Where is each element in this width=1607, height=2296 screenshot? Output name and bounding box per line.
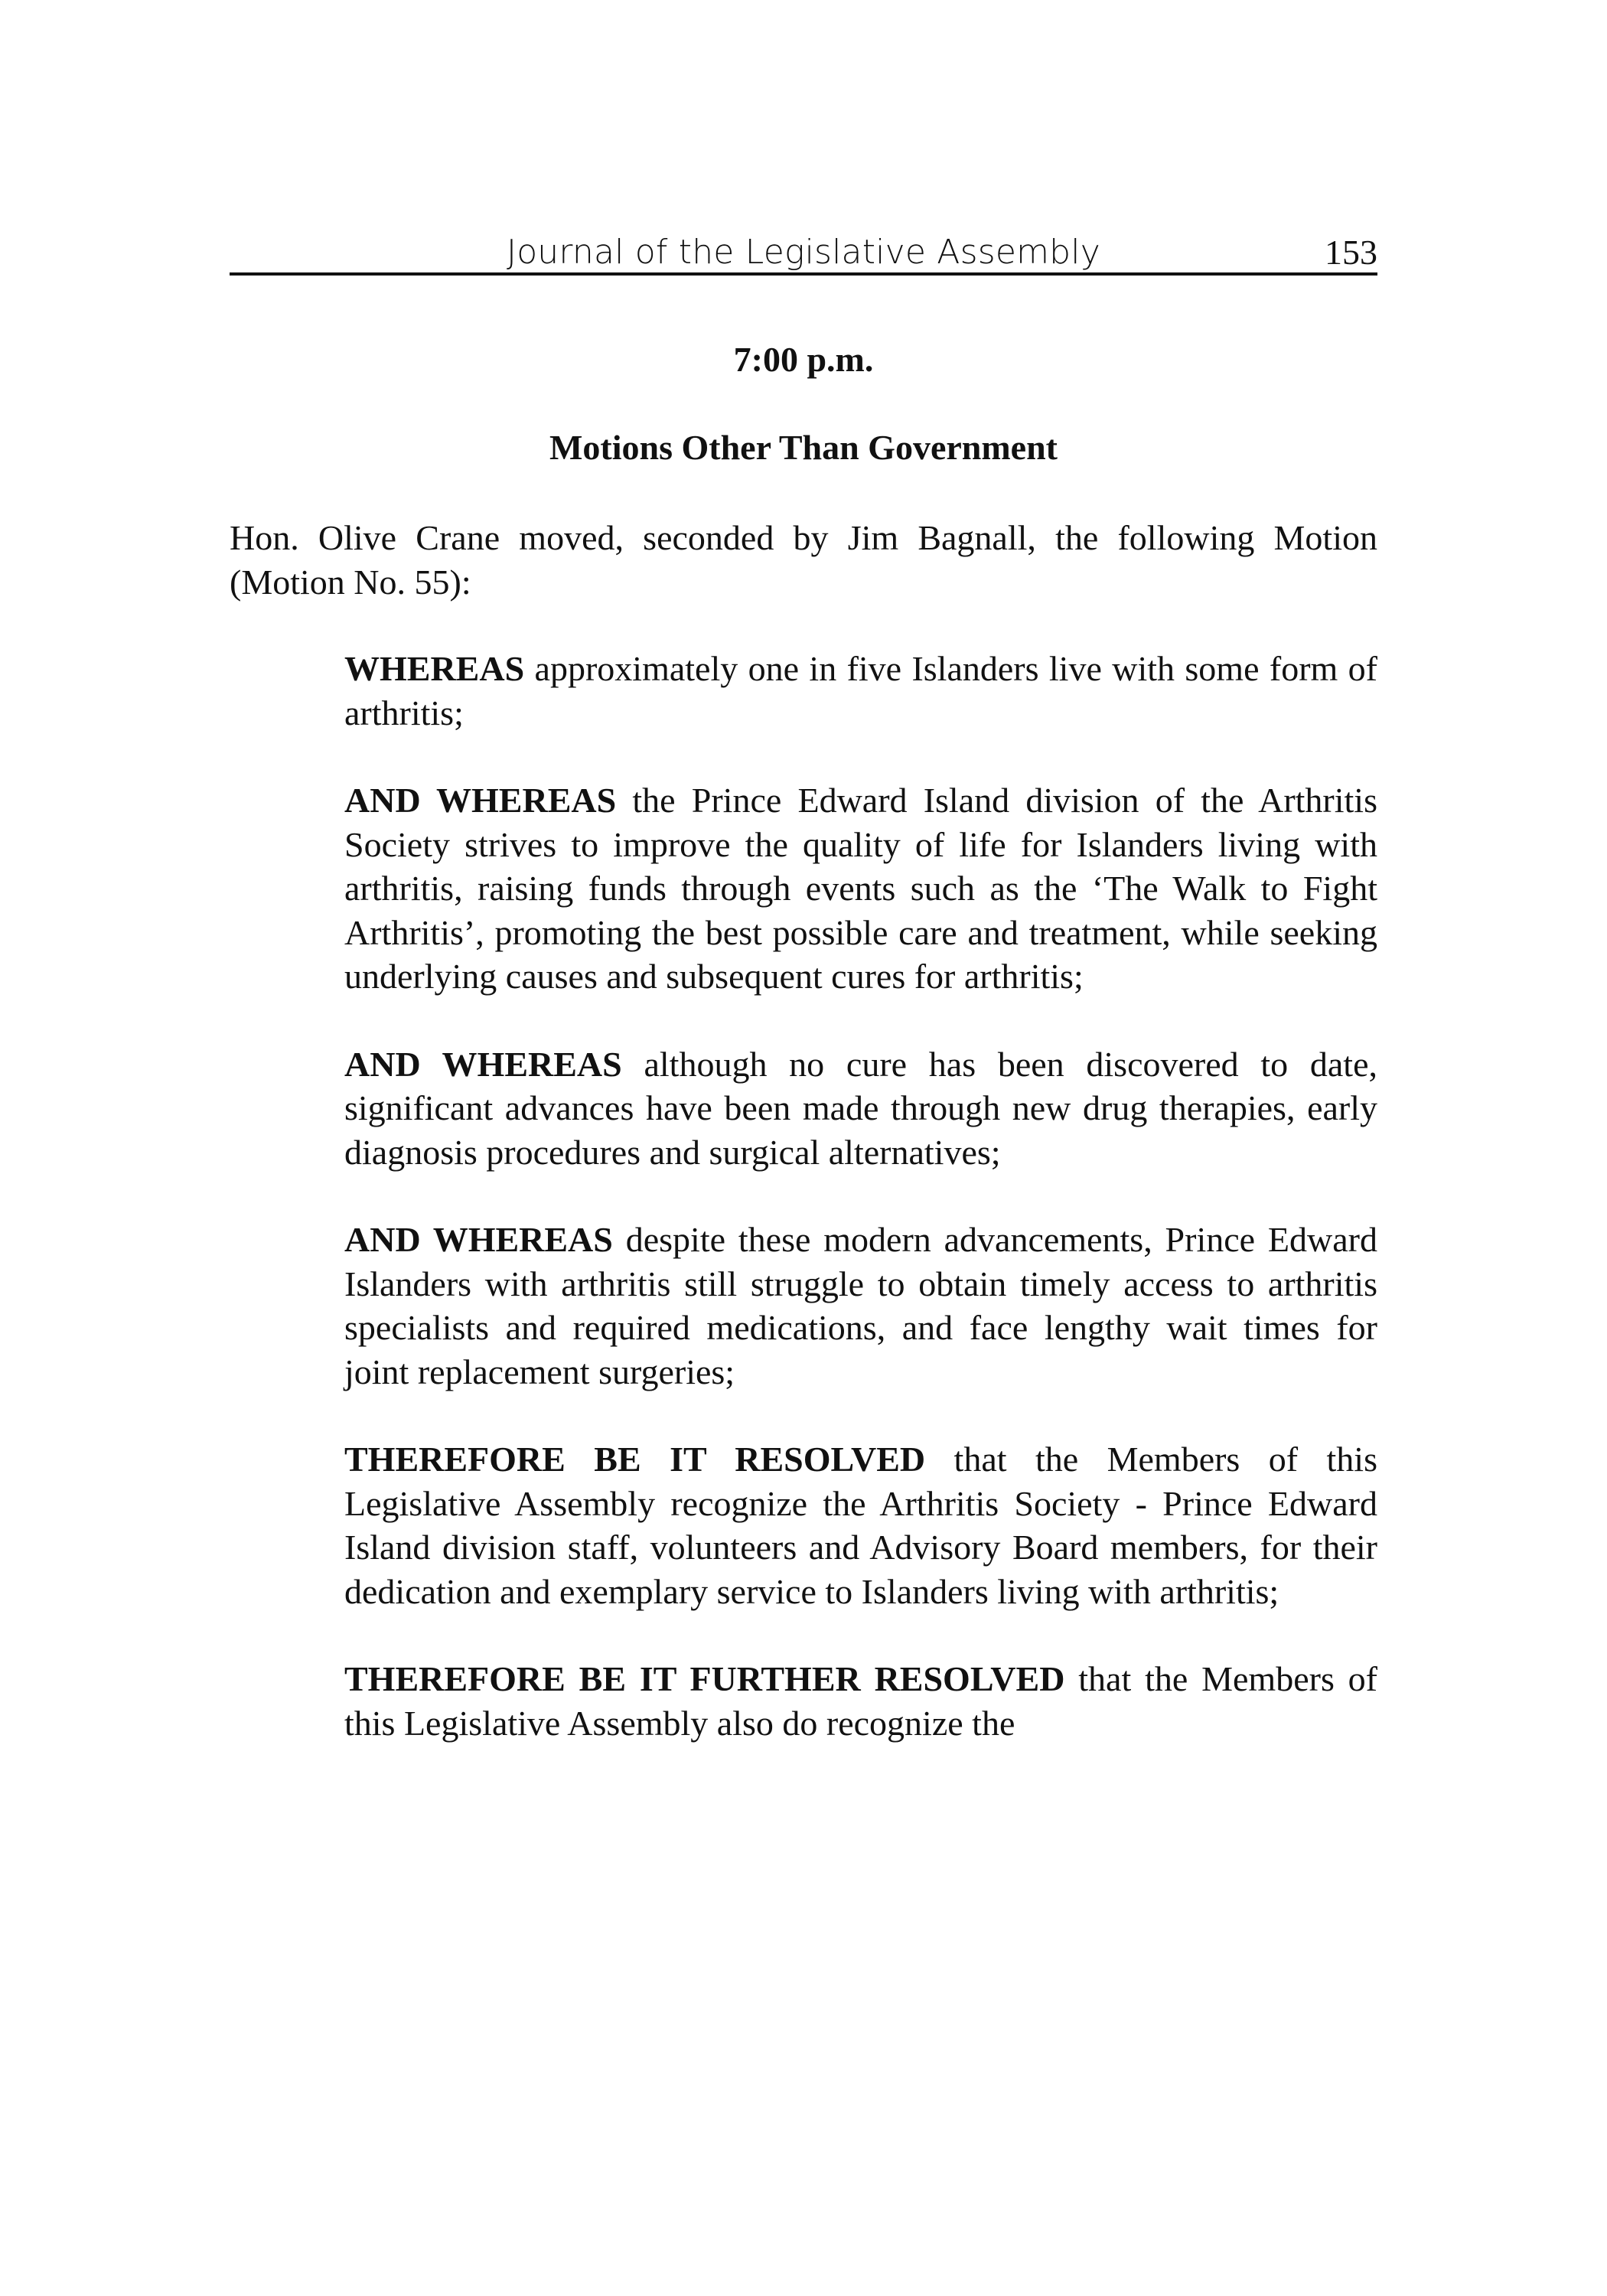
- clause-text: the Prince Edward Island division of the Arthritis Society strives to improve the quality of life for Islanders living with arthritis, raising funds through events such as the ‘The Walk to Fight Arthritis’, promoting the best possible care and treatment, while seeking underlying causes and subsequent cures for arthritis;: [344, 781, 1377, 996]
- motion-clauses: [344, 647, 1377, 1789]
- whereas-clause-1: [344, 647, 1377, 735]
- clause-lead: AND WHEREAS: [344, 1044, 622, 1084]
- clause-text: that the Members of this Legislative Assembly also do recognize the: [344, 1659, 1377, 1743]
- further-resolved-clause: [344, 1657, 1377, 1745]
- running-header: [230, 227, 1377, 276]
- clause-lead: AND WHEREAS: [344, 1220, 613, 1259]
- whereas-clause-3: [344, 1042, 1377, 1175]
- clause-lead: THEREFORE BE IT RESOLVED: [344, 1440, 926, 1479]
- whereas-clause-2: [344, 778, 1377, 999]
- time-heading: 7:00 p.m.: [733, 340, 874, 379]
- header-divider: [230, 272, 1377, 276]
- resolved-clause: [344, 1437, 1377, 1613]
- clause-lead: AND WHEREAS: [344, 781, 617, 820]
- motion-intro: Hon. Olive Crane moved, seconded by Jim Bagnall, the following Motion (Motion No. 55):: [230, 518, 1377, 602]
- clause-text: despite these modern advancements, Prince Edward Islanders with arthritis still struggle to obtain timely access to arthritis specialists and required medications, and face lengthy wait times for joint replacement surgeries;: [344, 1220, 1377, 1391]
- clause-lead: THEREFORE BE IT FURTHER RESOLVED: [344, 1659, 1065, 1698]
- clause-lead: WHEREAS: [344, 649, 525, 688]
- page-number: 153: [1325, 233, 1377, 272]
- section-heading: Motions Other Than Government: [549, 428, 1058, 467]
- whereas-clause-4: [344, 1218, 1377, 1394]
- clause-text: that the Members of this Legislative Assembly recognize the Arthritis Society - Prince Edward Island division staff, volunteers and Advisory Board members, for their dedication and exemplary service to Islanders living with arthritis;: [344, 1440, 1377, 1611]
- clause-text: although no cure has been discovered to date, significant advances have been made through new drug therapies, early diagnosis procedures and surgical alternatives;: [344, 1044, 1377, 1172]
- clause-text: approximately one in five Islanders live with some form of arthritis;: [344, 649, 1377, 732]
- journal-title: Journal of the Legislative Assembly: [507, 233, 1100, 272]
